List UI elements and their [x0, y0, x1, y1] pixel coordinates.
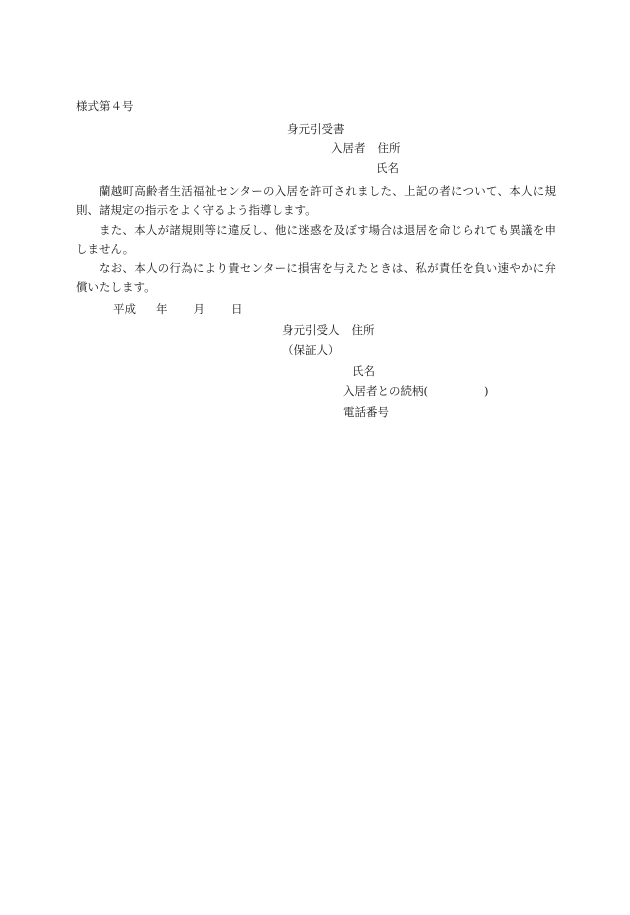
date-era: 平成 — [113, 302, 136, 316]
resident-address-row — [331, 139, 401, 157]
phone-label: 電話番号 — [343, 405, 389, 419]
date-month: 月 — [193, 302, 205, 316]
document-title: 身元引受書 — [287, 122, 345, 136]
paragraph-violation: また、本人が諸規則等に違反し、他に迷惑を及ぼす場合は退居を命じられても異議を申しません。 — [76, 223, 556, 256]
guarantor-address-row — [282, 321, 375, 339]
date-day: 日 — [231, 302, 243, 316]
date-year: 年 — [156, 302, 168, 316]
paragraph-compensation: なお、本人の行為により貴センターに損害を与えたときは、私が責任を負い速やかに弁償いたします。 — [76, 261, 556, 294]
relation-close: ) — [484, 384, 489, 398]
date-row — [113, 300, 243, 318]
paragraph-guidance: 蘭越町高齢者生活福祉センターの入居を許可されました、上記の者について、本人に規則、諸規定の指示をよく守るよう指導します。 — [76, 184, 556, 217]
relation-row — [343, 382, 489, 400]
form-number: 様式第４号 — [76, 99, 134, 113]
resident-address-label: 住所 — [377, 141, 401, 155]
guarantor-label: 身元引受人 — [282, 323, 340, 337]
resident-name-label: 氏名 — [376, 161, 399, 175]
relation-label: 入居者との続柄( — [343, 384, 428, 398]
resident-label: 入居者 — [331, 141, 366, 155]
guarantor-name-label: 氏名 — [352, 364, 375, 378]
guarantor-alt-label: （保証人） — [282, 343, 340, 357]
guarantor-address-label: 住所 — [351, 323, 375, 337]
